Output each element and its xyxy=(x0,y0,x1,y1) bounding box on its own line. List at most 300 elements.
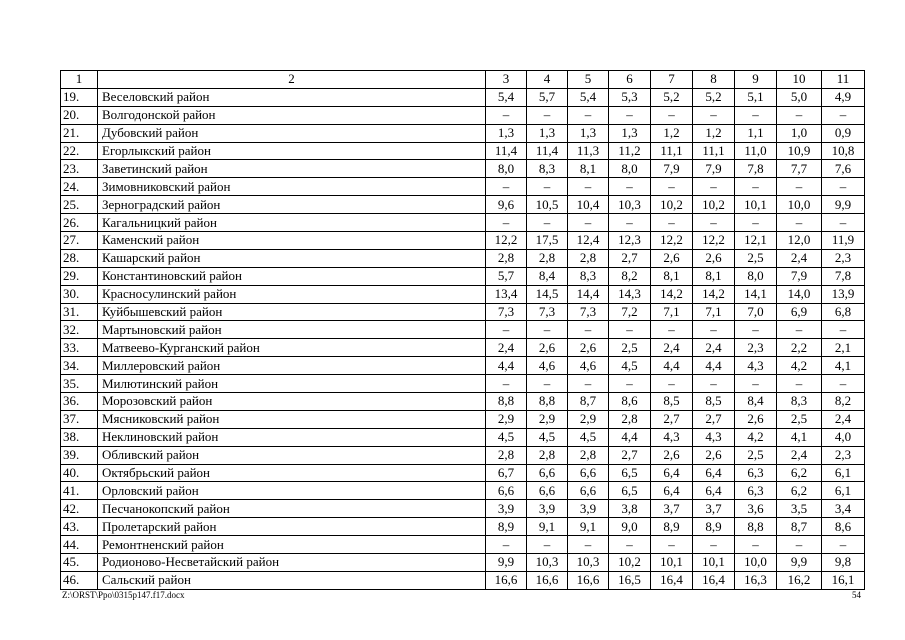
district-name: Мартыновский район xyxy=(98,321,486,339)
value-cell: 10,4 xyxy=(568,196,609,214)
value-cell: 2,3 xyxy=(735,339,777,357)
value-cell: 7,3 xyxy=(527,303,568,321)
value-cell: 9,1 xyxy=(568,518,609,536)
value-cell: 6,6 xyxy=(486,482,527,500)
value-cell: – xyxy=(735,214,777,232)
value-cell: 2,9 xyxy=(568,410,609,428)
table-row xyxy=(61,536,865,554)
table-row xyxy=(61,375,865,393)
value-cell: – xyxy=(568,375,609,393)
value-cell: 8,4 xyxy=(735,393,777,411)
value-cell: 5,7 xyxy=(486,267,527,285)
value-cell: 8,3 xyxy=(777,393,822,411)
value-cell: 6,4 xyxy=(651,464,693,482)
value-cell: 10,8 xyxy=(822,142,865,160)
table-row xyxy=(61,518,865,536)
table-row xyxy=(61,267,865,285)
value-cell: 12,2 xyxy=(651,232,693,250)
district-name: Миллеровский район xyxy=(98,357,486,375)
value-cell: 11,4 xyxy=(486,142,527,160)
row-number: 46. xyxy=(61,571,98,589)
value-cell: 8,0 xyxy=(609,160,651,178)
value-cell: 6,4 xyxy=(693,482,735,500)
table-row xyxy=(61,88,865,106)
value-cell: 2,3 xyxy=(822,249,865,267)
row-number: 22. xyxy=(61,142,98,160)
value-cell: 4,6 xyxy=(568,357,609,375)
value-cell: 8,3 xyxy=(568,267,609,285)
value-cell: 5,2 xyxy=(693,88,735,106)
value-cell: 2,1 xyxy=(822,339,865,357)
value-cell: 8,9 xyxy=(693,518,735,536)
value-cell: 7,6 xyxy=(822,160,865,178)
value-cell: 8,7 xyxy=(568,393,609,411)
value-cell: 5,4 xyxy=(486,88,527,106)
value-cell: – xyxy=(568,214,609,232)
value-cell: 9,9 xyxy=(822,196,865,214)
column-header: 3 xyxy=(486,71,527,89)
district-name: Кашарский район xyxy=(98,249,486,267)
value-cell: 4,3 xyxy=(693,428,735,446)
value-cell: – xyxy=(777,321,822,339)
value-cell: – xyxy=(822,375,865,393)
value-cell: 8,3 xyxy=(527,160,568,178)
value-cell: 8,7 xyxy=(777,518,822,536)
value-cell: 6,6 xyxy=(527,464,568,482)
value-cell: 2,9 xyxy=(486,410,527,428)
value-cell: 16,1 xyxy=(822,571,865,589)
value-cell: – xyxy=(527,321,568,339)
value-cell: – xyxy=(486,178,527,196)
column-header: 9 xyxy=(735,71,777,89)
value-cell: – xyxy=(777,178,822,196)
value-cell: 7,0 xyxy=(735,303,777,321)
value-cell: 10,3 xyxy=(568,554,609,572)
value-cell: – xyxy=(486,214,527,232)
value-cell: 8,4 xyxy=(527,267,568,285)
table-row xyxy=(61,464,865,482)
row-number: 44. xyxy=(61,536,98,554)
table-row xyxy=(61,500,865,518)
value-cell: 4,5 xyxy=(609,357,651,375)
table-row xyxy=(61,178,865,196)
value-cell: – xyxy=(527,106,568,124)
value-cell: 2,7 xyxy=(651,410,693,428)
value-cell: 2,4 xyxy=(777,446,822,464)
value-cell: 2,5 xyxy=(735,249,777,267)
column-header: 6 xyxy=(609,71,651,89)
row-number: 38. xyxy=(61,428,98,446)
value-cell: 12,3 xyxy=(609,232,651,250)
page-number: 54 xyxy=(852,590,861,600)
value-cell: – xyxy=(822,536,865,554)
data-table xyxy=(60,70,865,590)
value-cell: 2,6 xyxy=(651,446,693,464)
value-cell: 10,3 xyxy=(609,196,651,214)
value-cell: 5,3 xyxy=(609,88,651,106)
row-number: 42. xyxy=(61,500,98,518)
value-cell: 3,5 xyxy=(777,500,822,518)
row-number: 37. xyxy=(61,410,98,428)
value-cell: 9,9 xyxy=(486,554,527,572)
value-cell: 10,2 xyxy=(693,196,735,214)
row-number: 26. xyxy=(61,214,98,232)
value-cell: 2,8 xyxy=(486,249,527,267)
row-number: 40. xyxy=(61,464,98,482)
table-row xyxy=(61,321,865,339)
value-cell: 16,6 xyxy=(486,571,527,589)
value-cell: 14,0 xyxy=(777,285,822,303)
value-cell: 14,3 xyxy=(609,285,651,303)
value-cell: 8,6 xyxy=(822,518,865,536)
value-cell: 9,0 xyxy=(609,518,651,536)
value-cell: 3,9 xyxy=(527,500,568,518)
value-cell: 4,1 xyxy=(822,357,865,375)
value-cell: 14,4 xyxy=(568,285,609,303)
value-cell: 16,6 xyxy=(568,571,609,589)
row-number: 25. xyxy=(61,196,98,214)
value-cell: 4,4 xyxy=(486,357,527,375)
district-name: Волгодонской район xyxy=(98,106,486,124)
column-header: 4 xyxy=(527,71,568,89)
value-cell: – xyxy=(735,536,777,554)
value-cell: 11,1 xyxy=(693,142,735,160)
value-cell: 4,2 xyxy=(777,357,822,375)
row-number: 36. xyxy=(61,393,98,411)
value-cell: – xyxy=(609,214,651,232)
value-cell: 11,9 xyxy=(822,232,865,250)
value-cell: 7,7 xyxy=(777,160,822,178)
value-cell: 4,4 xyxy=(651,357,693,375)
value-cell: 5,4 xyxy=(568,88,609,106)
value-cell: 7,8 xyxy=(735,160,777,178)
value-cell: 10,2 xyxy=(651,196,693,214)
value-cell: 0,9 xyxy=(822,124,865,142)
district-name: Ремонтненский район xyxy=(98,536,486,554)
table-row xyxy=(61,428,865,446)
value-cell: 2,4 xyxy=(777,249,822,267)
value-cell: 12,1 xyxy=(735,232,777,250)
value-cell: 2,8 xyxy=(568,446,609,464)
value-cell: – xyxy=(693,321,735,339)
column-header: 7 xyxy=(651,71,693,89)
value-cell: 1,3 xyxy=(527,124,568,142)
value-cell: – xyxy=(609,106,651,124)
value-cell: 2,4 xyxy=(486,339,527,357)
column-header: 8 xyxy=(693,71,735,89)
district-name: Егорлыкский район xyxy=(98,142,486,160)
value-cell: 4,2 xyxy=(735,428,777,446)
row-number: 32. xyxy=(61,321,98,339)
value-cell: 10,5 xyxy=(527,196,568,214)
district-name: Пролетарский район xyxy=(98,518,486,536)
value-cell: – xyxy=(693,214,735,232)
value-cell: – xyxy=(693,178,735,196)
value-cell: 16,3 xyxy=(735,571,777,589)
value-cell: 4,3 xyxy=(651,428,693,446)
value-cell: 2,6 xyxy=(527,339,568,357)
value-cell: 3,7 xyxy=(693,500,735,518)
value-cell: 9,8 xyxy=(822,554,865,572)
value-cell: 8,0 xyxy=(735,267,777,285)
value-cell: 4,1 xyxy=(777,428,822,446)
value-cell: 4,0 xyxy=(822,428,865,446)
value-cell: 10,1 xyxy=(735,196,777,214)
value-cell: 2,5 xyxy=(735,446,777,464)
table-row xyxy=(61,410,865,428)
value-cell: – xyxy=(568,178,609,196)
row-number: 45. xyxy=(61,554,98,572)
value-cell: 11,4 xyxy=(527,142,568,160)
value-cell: 12,0 xyxy=(777,232,822,250)
district-name: Обливский район xyxy=(98,446,486,464)
value-cell: 3,9 xyxy=(568,500,609,518)
value-cell: – xyxy=(486,375,527,393)
value-cell: 7,3 xyxy=(568,303,609,321)
value-cell: 2,4 xyxy=(651,339,693,357)
table-row xyxy=(61,196,865,214)
value-cell: – xyxy=(735,106,777,124)
value-cell: – xyxy=(777,106,822,124)
value-cell: 1,3 xyxy=(568,124,609,142)
value-cell: 10,2 xyxy=(609,554,651,572)
row-number: 21. xyxy=(61,124,98,142)
value-cell: 1,2 xyxy=(651,124,693,142)
district-name: Зерноградский район xyxy=(98,196,486,214)
value-cell: 2,6 xyxy=(568,339,609,357)
value-cell: – xyxy=(651,214,693,232)
value-cell: 4,6 xyxy=(527,357,568,375)
value-cell: – xyxy=(568,106,609,124)
value-cell: 10,1 xyxy=(651,554,693,572)
value-cell: 16,5 xyxy=(609,571,651,589)
value-cell: 2,4 xyxy=(693,339,735,357)
district-name: Красносулинский район xyxy=(98,285,486,303)
value-cell: 6,4 xyxy=(693,464,735,482)
value-cell: 3,6 xyxy=(735,500,777,518)
row-number: 28. xyxy=(61,249,98,267)
table-row xyxy=(61,106,865,124)
table-row xyxy=(61,124,865,142)
value-cell: 10,1 xyxy=(693,554,735,572)
value-cell: – xyxy=(527,214,568,232)
value-cell: 6,1 xyxy=(822,482,865,500)
value-cell: – xyxy=(527,178,568,196)
value-cell: 8,9 xyxy=(651,518,693,536)
value-cell: 9,6 xyxy=(486,196,527,214)
value-cell: 2,7 xyxy=(609,446,651,464)
value-cell: 2,7 xyxy=(693,410,735,428)
value-cell: – xyxy=(568,321,609,339)
district-name: Константиновский район xyxy=(98,267,486,285)
row-number: 19. xyxy=(61,88,98,106)
district-name: Морозовский район xyxy=(98,393,486,411)
district-name: Заветинский район xyxy=(98,160,486,178)
row-number: 34. xyxy=(61,357,98,375)
column-header: 1 xyxy=(61,71,98,89)
table-header-row xyxy=(61,71,865,89)
value-cell: – xyxy=(609,536,651,554)
value-cell: – xyxy=(609,375,651,393)
value-cell: 2,8 xyxy=(568,249,609,267)
value-cell: 2,2 xyxy=(777,339,822,357)
value-cell: – xyxy=(651,178,693,196)
value-cell: 4,5 xyxy=(486,428,527,446)
value-cell: 16,4 xyxy=(651,571,693,589)
row-number: 35. xyxy=(61,375,98,393)
row-number: 43. xyxy=(61,518,98,536)
row-number: 41. xyxy=(61,482,98,500)
value-cell: 2,8 xyxy=(527,249,568,267)
table-row xyxy=(61,482,865,500)
value-cell: – xyxy=(693,536,735,554)
value-cell: 2,7 xyxy=(609,249,651,267)
table-row xyxy=(61,214,865,232)
value-cell: 3,8 xyxy=(609,500,651,518)
value-cell: 16,2 xyxy=(777,571,822,589)
value-cell: 4,5 xyxy=(527,428,568,446)
table-row xyxy=(61,339,865,357)
value-cell: 14,5 xyxy=(527,285,568,303)
value-cell: 4,9 xyxy=(822,88,865,106)
value-cell: 2,6 xyxy=(693,249,735,267)
value-cell: – xyxy=(651,536,693,554)
value-cell: – xyxy=(568,536,609,554)
table-row xyxy=(61,393,865,411)
table-row xyxy=(61,232,865,250)
table-row xyxy=(61,303,865,321)
district-name: Сальский район xyxy=(98,571,486,589)
value-cell: 12,2 xyxy=(486,232,527,250)
value-cell: – xyxy=(486,106,527,124)
table-row xyxy=(61,249,865,267)
value-cell: 4,4 xyxy=(693,357,735,375)
value-cell: – xyxy=(822,321,865,339)
value-cell: 5,1 xyxy=(735,88,777,106)
value-cell: 8,9 xyxy=(486,518,527,536)
district-name: Октябрьский район xyxy=(98,464,486,482)
value-cell: 14,1 xyxy=(735,285,777,303)
value-cell: 2,5 xyxy=(609,339,651,357)
value-cell: 16,6 xyxy=(527,571,568,589)
table-row xyxy=(61,571,865,589)
value-cell: 2,8 xyxy=(527,446,568,464)
value-cell: 1,3 xyxy=(486,124,527,142)
column-header: 5 xyxy=(568,71,609,89)
value-cell: 6,2 xyxy=(777,464,822,482)
value-cell: 2,9 xyxy=(527,410,568,428)
column-header: 10 xyxy=(777,71,822,89)
value-cell: 8,5 xyxy=(651,393,693,411)
district-name: Родионово-Несветайский район xyxy=(98,554,486,572)
value-cell: – xyxy=(609,178,651,196)
value-cell: – xyxy=(486,536,527,554)
value-cell: 10,0 xyxy=(777,196,822,214)
value-cell: 1,3 xyxy=(609,124,651,142)
value-cell: 6,5 xyxy=(609,464,651,482)
value-cell: 6,8 xyxy=(822,303,865,321)
value-cell: – xyxy=(822,178,865,196)
value-cell: – xyxy=(527,536,568,554)
row-number: 31. xyxy=(61,303,98,321)
value-cell: 4,3 xyxy=(735,357,777,375)
value-cell: 2,4 xyxy=(822,410,865,428)
district-name: Зимовниковский район xyxy=(98,178,486,196)
value-cell: 6,7 xyxy=(486,464,527,482)
value-cell: – xyxy=(777,214,822,232)
value-cell: – xyxy=(651,321,693,339)
value-cell: 1,2 xyxy=(693,124,735,142)
table-row xyxy=(61,554,865,572)
value-cell: 7,3 xyxy=(486,303,527,321)
value-cell: 2,6 xyxy=(693,446,735,464)
value-cell: 3,7 xyxy=(651,500,693,518)
district-name: Неклиновский район xyxy=(98,428,486,446)
value-cell: 5,2 xyxy=(651,88,693,106)
value-cell: 12,4 xyxy=(568,232,609,250)
district-name: Кагальницкий район xyxy=(98,214,486,232)
row-number: 27. xyxy=(61,232,98,250)
district-name: Песчанокопский район xyxy=(98,500,486,518)
value-cell: – xyxy=(486,321,527,339)
district-name: Мясниковский район xyxy=(98,410,486,428)
value-cell: 10,0 xyxy=(735,554,777,572)
value-cell: 6,6 xyxy=(568,482,609,500)
value-cell: 9,9 xyxy=(777,554,822,572)
district-name: Куйбышевский район xyxy=(98,303,486,321)
row-number: 23. xyxy=(61,160,98,178)
value-cell: 7,9 xyxy=(777,267,822,285)
value-cell: 5,7 xyxy=(527,88,568,106)
value-cell: 4,5 xyxy=(568,428,609,446)
value-cell: 6,5 xyxy=(609,482,651,500)
value-cell: – xyxy=(693,106,735,124)
value-cell: 13,4 xyxy=(486,285,527,303)
value-cell: 8,8 xyxy=(527,393,568,411)
value-cell: 8,0 xyxy=(486,160,527,178)
row-number: 30. xyxy=(61,285,98,303)
value-cell: 8,1 xyxy=(651,267,693,285)
value-cell: 3,9 xyxy=(486,500,527,518)
value-cell: 8,1 xyxy=(693,267,735,285)
value-cell: 7,2 xyxy=(609,303,651,321)
value-cell: 5,0 xyxy=(777,88,822,106)
value-cell: 7,9 xyxy=(651,160,693,178)
value-cell: 7,9 xyxy=(693,160,735,178)
district-name: Каменский район xyxy=(98,232,486,250)
value-cell: 16,4 xyxy=(693,571,735,589)
value-cell: 6,3 xyxy=(735,482,777,500)
value-cell: 11,3 xyxy=(568,142,609,160)
value-cell: 1,0 xyxy=(777,124,822,142)
value-cell: 6,4 xyxy=(651,482,693,500)
value-cell: – xyxy=(693,375,735,393)
value-cell: 8,8 xyxy=(486,393,527,411)
row-number: 39. xyxy=(61,446,98,464)
value-cell: 2,5 xyxy=(777,410,822,428)
value-cell: 8,2 xyxy=(609,267,651,285)
column-header: 2 xyxy=(98,71,486,89)
value-cell: – xyxy=(822,214,865,232)
value-cell: – xyxy=(735,321,777,339)
value-cell: 7,1 xyxy=(651,303,693,321)
value-cell: 1,1 xyxy=(735,124,777,142)
table-row xyxy=(61,446,865,464)
row-number: 33. xyxy=(61,339,98,357)
district-name: Матвеево-Курганский район xyxy=(98,339,486,357)
row-number: 24. xyxy=(61,178,98,196)
district-name: Милютинский район xyxy=(98,375,486,393)
